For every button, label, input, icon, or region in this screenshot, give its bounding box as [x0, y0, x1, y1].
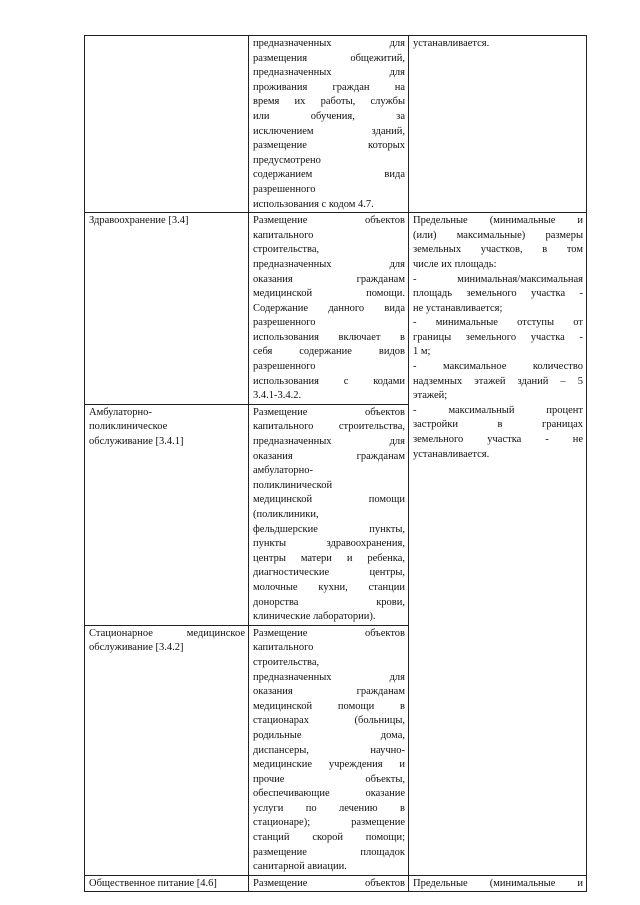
use-name-cell: Общественное питание [4.6]: [85, 875, 249, 892]
use-name-cell: Стационарное медицинское обслуживание [3.4.2]: [85, 625, 249, 875]
use-description-cell: Размещение объектов капитального строительства, предназначенных для оказания гражданам медицинской помощи в стационарах (больницы, родильные дома, диспансеры, научно- медицинские учреждения и прочие объекты, обеспечивающие оказание услуги по лечению в стационаре); размещение станций скорой помощи; размещение площадок санитарной авиации.: [249, 625, 409, 875]
health-params-cell: Предельные (минимальные и (или) максимальные) размеры земельных участков, в том числе их площадь: - минимальная/максимальная площадь земельного участка - не устанавливается; - минимальные отступы от границы земельного участка - 1 м; - максимальное количество надземных этажей зданий – 5 этажей; - максимальный процент застройки в границах земельного участка - не устанавливается.: [409, 213, 587, 876]
use-params-cell: устанавливается.: [409, 36, 587, 213]
use-description-cell: Размещение объектов капитального строительства, предназначенных для оказания гражданам медицинской помощи. Содержание данного вида разрешенного использования включает в себя содержание видов разрешенного использования с кодами 3.4.1-3.4.2.: [249, 213, 409, 405]
table-row: [85, 213, 587, 405]
use-name-cell: Амбулаторно- поликлиническое обслуживание [3.4.1]: [85, 404, 249, 625]
table-row: [85, 875, 587, 892]
use-description-cell: предназначенных для размещения общежитий, предназначенных для проживания граждан на время их работы, службы или обучения, за исключением зданий, размещение которых предусмотрено содержанием вида разрешенного использования с кодом 4.7.: [249, 36, 409, 213]
table-row: [85, 36, 587, 213]
use-params-cell: Предельные (минимальные и: [409, 875, 587, 892]
use-name-cell: Здравоохранение [3.4]: [85, 213, 249, 405]
use-name-cell: [85, 36, 249, 213]
use-description-cell: Размещение объектов капитального строительства, предназначенных для оказания гражданам амбулаторно- поликлинической медицинской помощи (поликлиники, фельдшерские пункты, пункты здравоохранения, центры матери и ребенка, диагностические центры, молочные кухни, станции донорства крови, клинические лаборатории).: [249, 404, 409, 625]
land-use-table: [84, 35, 587, 892]
use-description-cell: Размещение объектов: [249, 875, 409, 892]
